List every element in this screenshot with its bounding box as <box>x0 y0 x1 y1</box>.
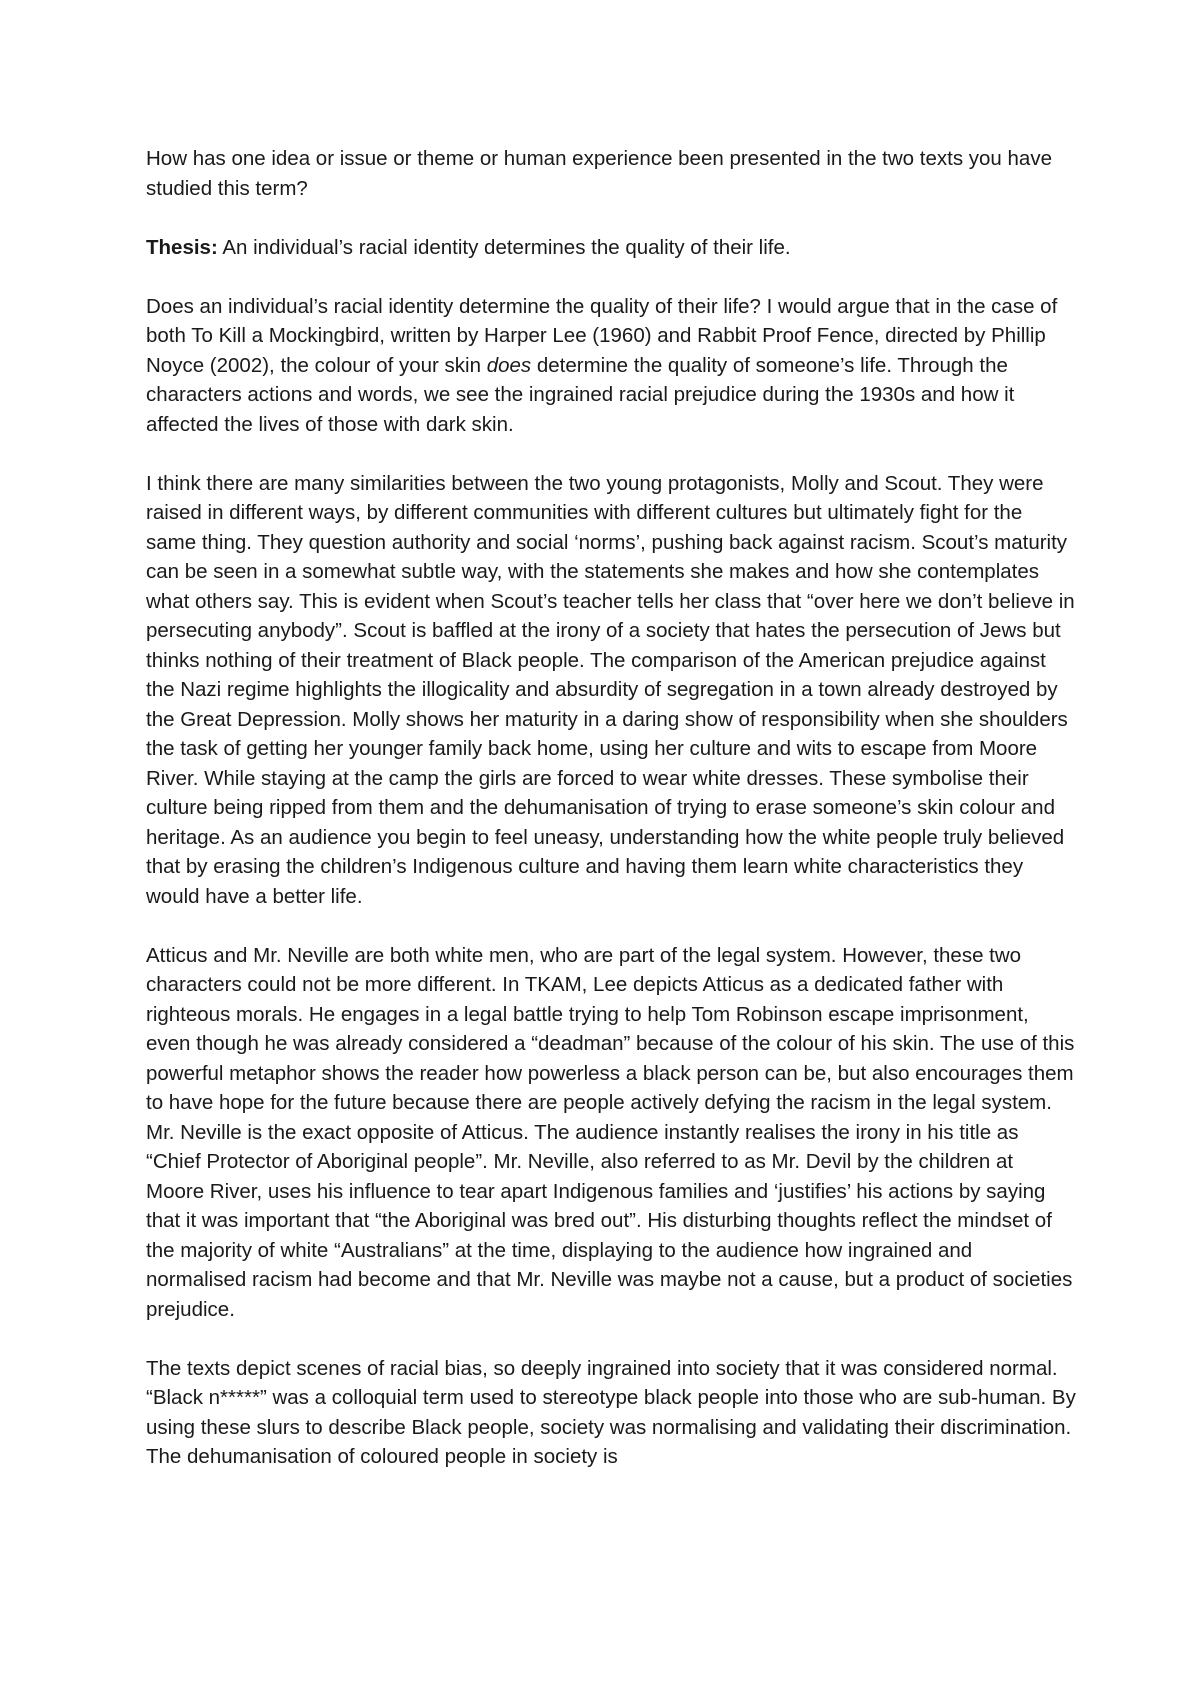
thesis-label: Thesis: <box>146 235 218 259</box>
thesis-statement <box>146 233 1076 263</box>
intro-paragraph <box>146 292 1076 440</box>
intro-text-after: determine the quality of someone’s life. Through the characters actions and words, we see the ingrained racial prejudice during the 1930s and how it affected the lives of those with dark skin. <box>146 353 1015 436</box>
body-paragraph-racial-bias: The texts depict scenes of racial bias, so deeply ingrained into society that it was considered normal. “Black n*****” was a colloquial term used to stereotype black people into those who are sub-human. By using these slurs to describe Black people, society was normalising and validating their discrimination. The dehumanisation of coloured people in society is <box>146 1356 1076 1468</box>
body-paragraph-protagonists: I think there are many similarities between the two young protagonists, Molly and Scout. They were raised in different ways, by different communities with different cultures but ultimately fight for the same thing. They question authority and social ‘norms’, pushing back against racism. Scout’s maturity can be seen in a somewhat subtle way, with the statements she makes and how she contemplates what others say. This is evident when Scout’s teacher tells her class that “over here we don’t believe in persecuting anybody”. Scout is baffled at the irony of a society that hates the persecution of Jews but thinks nothing of their treatment of Black people. The comparison of the American prejudice against the Nazi regime highlights the illogicality and absurdity of segregation in a town already destroyed by the Great Depression. Molly shows her maturity in a daring show of responsibility when she shoulders the task of getting her younger family back home, using her culture and wits to escape from Moore River. While staying at the camp the girls are forced to wear white dresses. These symbolise their culture being ripped from them and the dehumanisation of trying to erase someone’s skin colour and heritage. As an audience you begin to feel uneasy, understanding how the white people truly believed that by erasing the children’s Indigenous culture and having them learn white characteristics they would have a better life. <box>146 471 1075 908</box>
body-paragraph-atticus-neville: Atticus and Mr. Neville are both white men, who are part of the legal system. However, these two characters could not be more different. In TKAM, Lee depicts Atticus as a dedicated father with righteous morals. He engages in a legal battle trying to help Tom Robinson escape imprisonment, even though he was already considered a “deadman” because of the colour of his skin. The use of this powerful metaphor shows the reader how powerless a black person can be, but also encourages them to have hope for the future because there are people actively defying the racism in the legal system. Mr. Neville is the exact opposite of Atticus. The audience instantly realises the irony in his title as “Chief Protector of Aboriginal people”. Mr. Neville, also referred to as Mr. Devil by the children at Moore River, uses his influence to tear apart Indigenous families and ‘justifies’ his actions by saying that it was important that “the Aboriginal was bred out”. His disturbing thoughts reflect the mindset of the majority of white “Australians” at the time, displaying to the audience how ingrained and normalised racism had become and that Mr. Neville was maybe not a cause, but a product of societies prejudice. <box>146 943 1075 1321</box>
intro-emphasis: does <box>486 353 532 377</box>
intro-text-before: Does an individual’s racial identity determine the quality of their life? I would argue that in the case of both To Kill a Mockingbird, written by Harper Lee (1960) and Rabbit Proof Fence, directed by Phillip Noyce (2002), the colour of your skin <box>146 294 1058 377</box>
thesis-text: An individual’s racial identity determines the quality of their life. <box>217 235 791 259</box>
essay-question: How has one idea or issue or theme or human experience been presented in the two texts you have studied this term? <box>146 147 1052 200</box>
document-page <box>146 144 1076 1501</box>
